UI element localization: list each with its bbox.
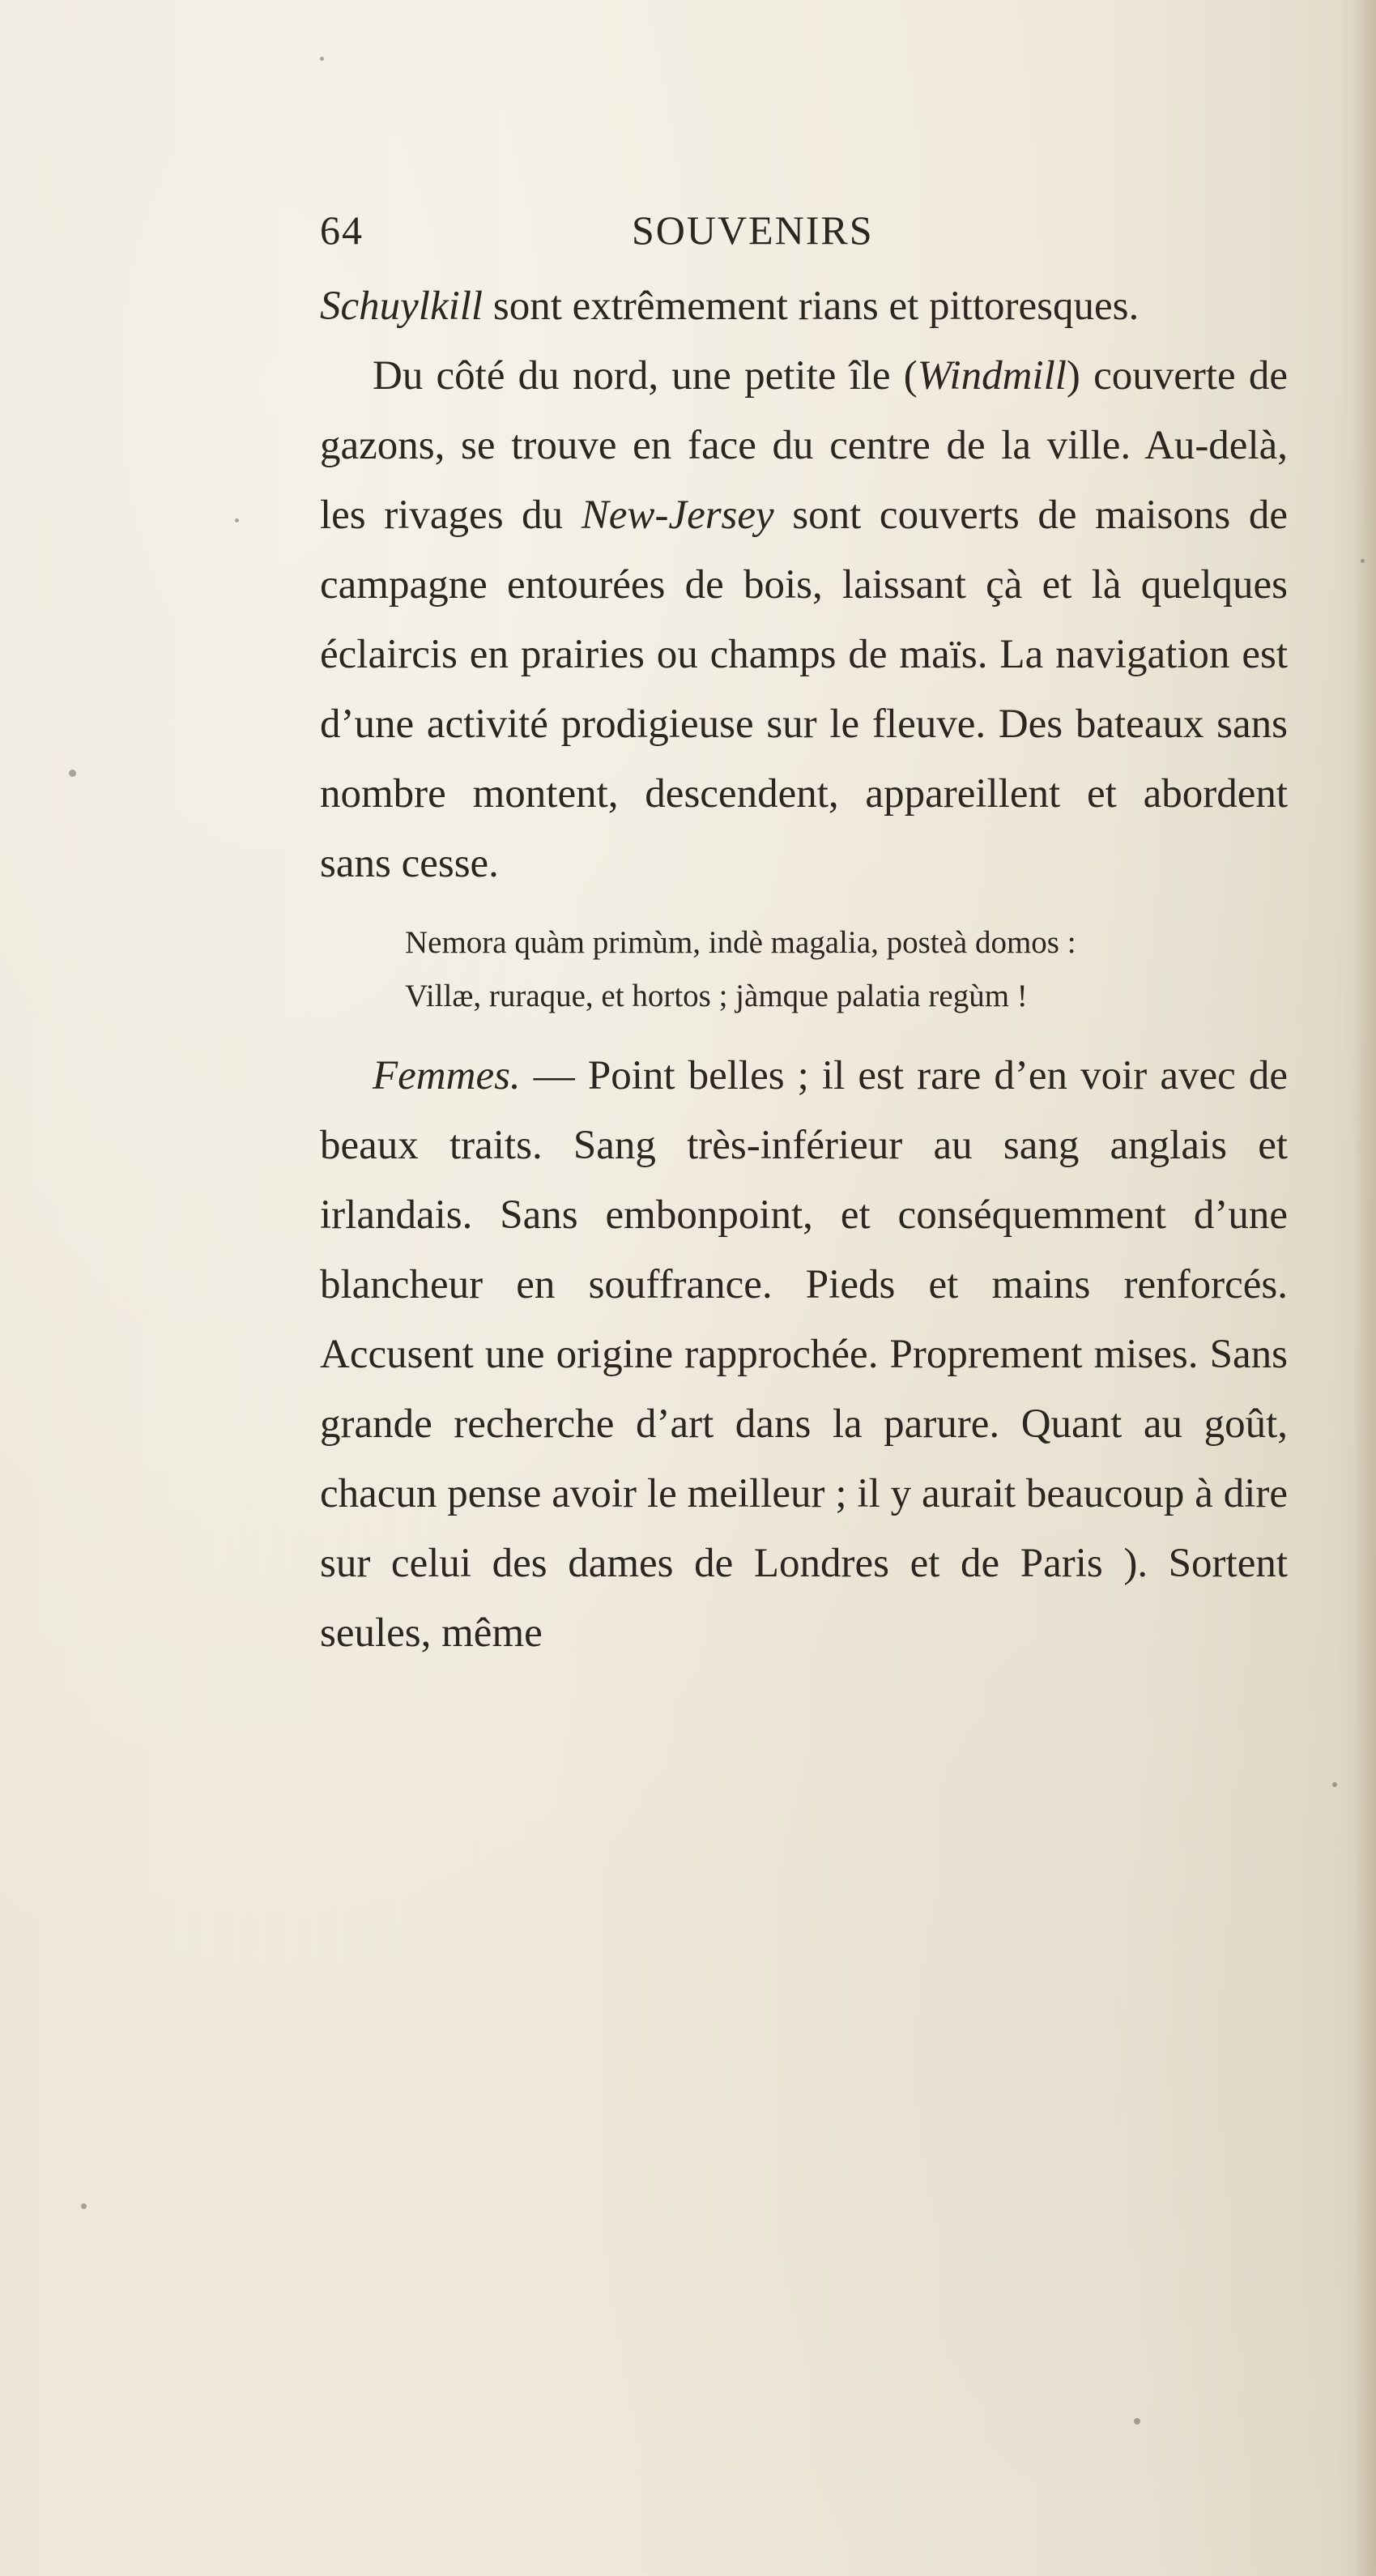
paragraph-2 [320, 341, 1288, 898]
paragraph-3 [320, 1041, 1288, 1668]
page-header [320, 207, 1097, 263]
paragraph-3-text: — Point belles ; il est rare d’en voir avec de beaux traits. Sang très-inférieur au sang anglais et irlandais. Sans embonpoint, et conséquemment d’une blancheur en souffrance. Pieds et mains renforcés. Accusent une origine rapprochée. Proprement mises. Sans grande recherche d’art dans la parure. Quant au goût, chacun pense avoir le meilleur ; il y aurait beaucoup à dire sur celui des dames de Londres et de Paris ). Sortent seules, même [320, 1053, 1288, 1656]
paragraph-2-pre: Du côté du nord, une petite île ( [373, 353, 918, 399]
italic-section-heading: Femmes. [373, 1053, 521, 1098]
paper-speck [1134, 2418, 1140, 2425]
paragraph-2-post: sont couverts de maisons de campagne entourées de bois, laissant çà et là quelques éclaircis en prairies ou champs de maïs. La navigation est d’une activité prodigieuse sur le fleuve. Des bateaux sans nombre montent, descendent, appareillent et abordent sans cesse. [320, 493, 1288, 886]
quotation-line-1: Nemora quàm primùm, indè magalia, posteà domos : [405, 925, 1076, 960]
paper-speck [320, 57, 324, 61]
italic-state-name: New-Jersey [581, 493, 774, 538]
paragraph-2-mid: ) couverte de gazons, se trouve en face du centre de la ville. Au-delà, les rivages du [320, 353, 1288, 538]
paper-speck [1332, 1782, 1337, 1787]
body-text [320, 271, 1288, 1668]
paragraph-1 [320, 271, 1288, 341]
paper-speck [69, 770, 76, 777]
paper-speck [235, 518, 239, 522]
page-number: 64 [320, 207, 364, 253]
paragraph-1-text: sont extrêmement rians et pittoresques. [483, 284, 1140, 329]
quotation-line-2: Villæ, ruraque, et hortos ; jàmque palatia regùm ! [405, 979, 1028, 1013]
italic-island-name: Windmill [917, 353, 1067, 399]
paper-speck [81, 2203, 87, 2209]
paper-speck [1361, 559, 1365, 563]
page-edge-shadow [1353, 0, 1376, 2576]
italic-place-name: Schuylkill [320, 284, 484, 329]
latin-quotation [405, 916, 1288, 1023]
running-title: SOUVENIRS [632, 207, 874, 253]
